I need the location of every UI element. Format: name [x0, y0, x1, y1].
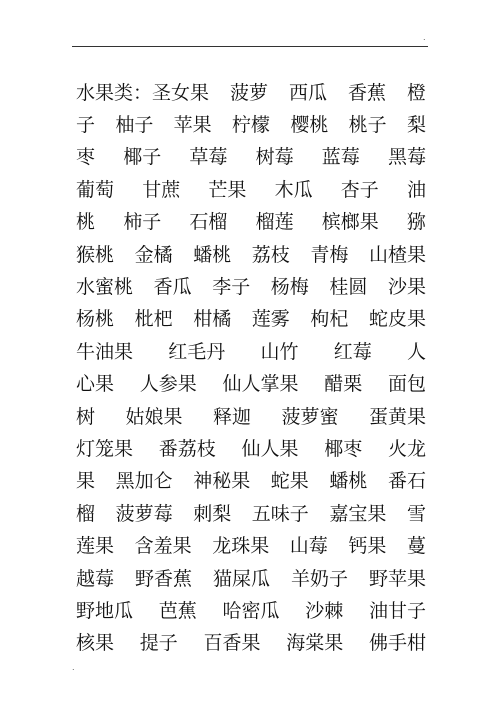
text-line [76, 432, 426, 462]
fruit-name: 羊奶子 [290, 567, 348, 590]
fruit-name: 番石 [387, 470, 426, 493]
fruit-name: 牛油果 [76, 340, 134, 363]
text-line [76, 108, 426, 138]
text-line [76, 141, 426, 171]
text-line [76, 594, 426, 624]
fruit-name: 沙棘 [305, 599, 344, 622]
fruit-name: 蛇皮果 [368, 308, 426, 331]
fruit-name: 菠萝蜜 [281, 405, 339, 428]
fruit-name: 番荔枝 [158, 437, 216, 460]
fruit-name: 山莓 [289, 535, 328, 558]
fruit-name: 山楂果 [368, 243, 426, 266]
fruit-name: 杨桃 [76, 308, 115, 331]
fruit-name: 黑加仑 [115, 470, 173, 493]
fruit-name: 荔枝 [251, 243, 290, 266]
fruit-name: 猴桃 [76, 243, 115, 266]
fruit-name: 钙果 [348, 535, 387, 558]
fruit-name: 莲果 [76, 535, 115, 558]
fruit-name: 树 [76, 405, 96, 428]
fruit-name: 野苹果 [368, 567, 426, 590]
fruit-name: 杨梅 [270, 275, 309, 298]
fruit-name: 榴莲 [255, 211, 294, 234]
fruit-name: 龙珠果 [212, 535, 270, 558]
fruit-name: 提子 [139, 632, 178, 655]
fruit-name: 枣 [76, 146, 96, 169]
fruit-name: 蔓 [406, 535, 426, 558]
fruit-name: 越莓 [76, 567, 115, 590]
fruit-name: 桂圆 [329, 275, 368, 298]
fruit-name: 水果类：圣女果 [76, 81, 210, 104]
fruit-name: 人 [406, 340, 426, 363]
fruit-name: 释迦 [212, 405, 251, 428]
fruit-name: 灯笼果 [76, 437, 134, 460]
fruit-name: 树莓 [255, 146, 294, 169]
fruit-name: 核果 [76, 632, 115, 655]
fruit-name: 百香果 [203, 632, 261, 655]
fruit-name: 西瓜 [288, 81, 327, 104]
fruit-name: 槟榔果 [321, 211, 379, 234]
fruit-name: 柠檬 [231, 113, 270, 136]
fruit-name: 油 [406, 178, 426, 201]
fruit-name: 姑娘果 [125, 405, 183, 428]
header-mark: . [423, 33, 426, 42]
fruit-name: 菠萝 [229, 81, 268, 104]
fruit-name: 水蜜桃 [76, 275, 134, 298]
fruit-name: 仙人果 [241, 437, 299, 460]
fruit-name: 面包 [387, 373, 426, 396]
fruit-name: 芭蕉 [158, 599, 197, 622]
fruit-name: 菠萝莓 [115, 502, 173, 525]
fruit-name: 五味子 [251, 502, 309, 525]
fruit-name: 葡萄 [76, 178, 115, 201]
fruit-name: 蛇果 [270, 470, 309, 493]
fruit-name: 野香蕉 [134, 567, 192, 590]
fruit-name: 含羞果 [134, 535, 192, 558]
fruit-name: 蓝莓 [321, 146, 360, 169]
fruit-name: 黑莓 [387, 146, 426, 169]
fruit-name: 椰枣 [324, 437, 363, 460]
fruit-name: 香蕉 [347, 81, 386, 104]
text-line [76, 270, 426, 300]
fruit-name: 甘蔗 [142, 178, 181, 201]
fruit-name: 枸杞 [310, 308, 349, 331]
fruit-name: 椰子 [123, 146, 162, 169]
text-line [76, 206, 426, 236]
fruit-name: 木瓜 [274, 178, 313, 201]
fruit-name: 仙人掌果 [222, 373, 299, 396]
fruit-name: 猫屎瓜 [212, 567, 270, 590]
fruit-name: 杏子 [340, 178, 379, 201]
text-line [76, 465, 426, 495]
fruit-name: 野地瓜 [76, 599, 134, 622]
fruit-name: 油甘子 [368, 599, 426, 622]
text-line [76, 368, 426, 398]
text-line [76, 530, 426, 560]
fruit-name: 蛋黄果 [368, 405, 426, 428]
fruit-name: 雪 [406, 502, 426, 525]
fruit-name: 柚子 [115, 113, 154, 136]
fruit-name: 果 [76, 470, 96, 493]
fruit-name: 梨 [406, 113, 426, 136]
fruit-name: 海棠果 [286, 632, 344, 655]
fruit-name: 草莓 [189, 146, 228, 169]
fruit-name: 莲雾 [251, 308, 290, 331]
fruit-name: 嘉宝果 [329, 502, 387, 525]
fruit-name: 蟠桃 [193, 243, 232, 266]
footer-mark: . [72, 663, 75, 672]
fruit-name: 苹果 [173, 113, 212, 136]
fruit-name: 柑橘 [193, 308, 232, 331]
text-line [76, 335, 426, 365]
fruit-name: 香瓜 [153, 275, 192, 298]
fruit-name: 刺梨 [193, 502, 232, 525]
fruit-name: 佛手柑 [368, 632, 426, 655]
fruit-name: 金橘 [134, 243, 173, 266]
fruit-name: 蟠桃 [329, 470, 368, 493]
fruit-name: 火龙 [387, 437, 426, 460]
fruit-name: 哈密瓜 [222, 599, 280, 622]
fruit-name: 榴 [76, 502, 96, 525]
text-line [76, 400, 426, 430]
fruit-name: 醋栗 [324, 373, 363, 396]
fruit-name: 红莓 [333, 340, 372, 363]
fruit-name: 枇杷 [134, 308, 173, 331]
fruit-name: 橙 [406, 81, 426, 104]
text-line [76, 238, 426, 268]
fruit-name: 心果 [76, 373, 115, 396]
fruit-name: 樱桃 [290, 113, 329, 136]
fruit-name: 山竹 [260, 340, 299, 363]
text-line [76, 76, 426, 106]
text-line [76, 562, 426, 592]
text-line [76, 303, 426, 333]
fruit-name: 芒果 [208, 178, 247, 201]
fruit-name: 沙果 [387, 275, 426, 298]
fruit-name: 红毛丹 [168, 340, 226, 363]
fruit-name: 李子 [212, 275, 251, 298]
fruit-name: 石榴 [189, 211, 228, 234]
fruit-name: 桃子 [348, 113, 387, 136]
text-line [76, 173, 426, 203]
fruit-name: 青梅 [310, 243, 349, 266]
text-line [76, 497, 426, 527]
text-line [76, 627, 426, 657]
fruit-name: 子 [76, 113, 96, 136]
fruit-name: 神秘果 [193, 470, 251, 493]
fruit-name: 桃 [76, 211, 96, 234]
fruit-name: 柿子 [123, 211, 162, 234]
fruit-name: 猕 [406, 211, 426, 234]
fruit-name: 人参果 [139, 373, 197, 396]
